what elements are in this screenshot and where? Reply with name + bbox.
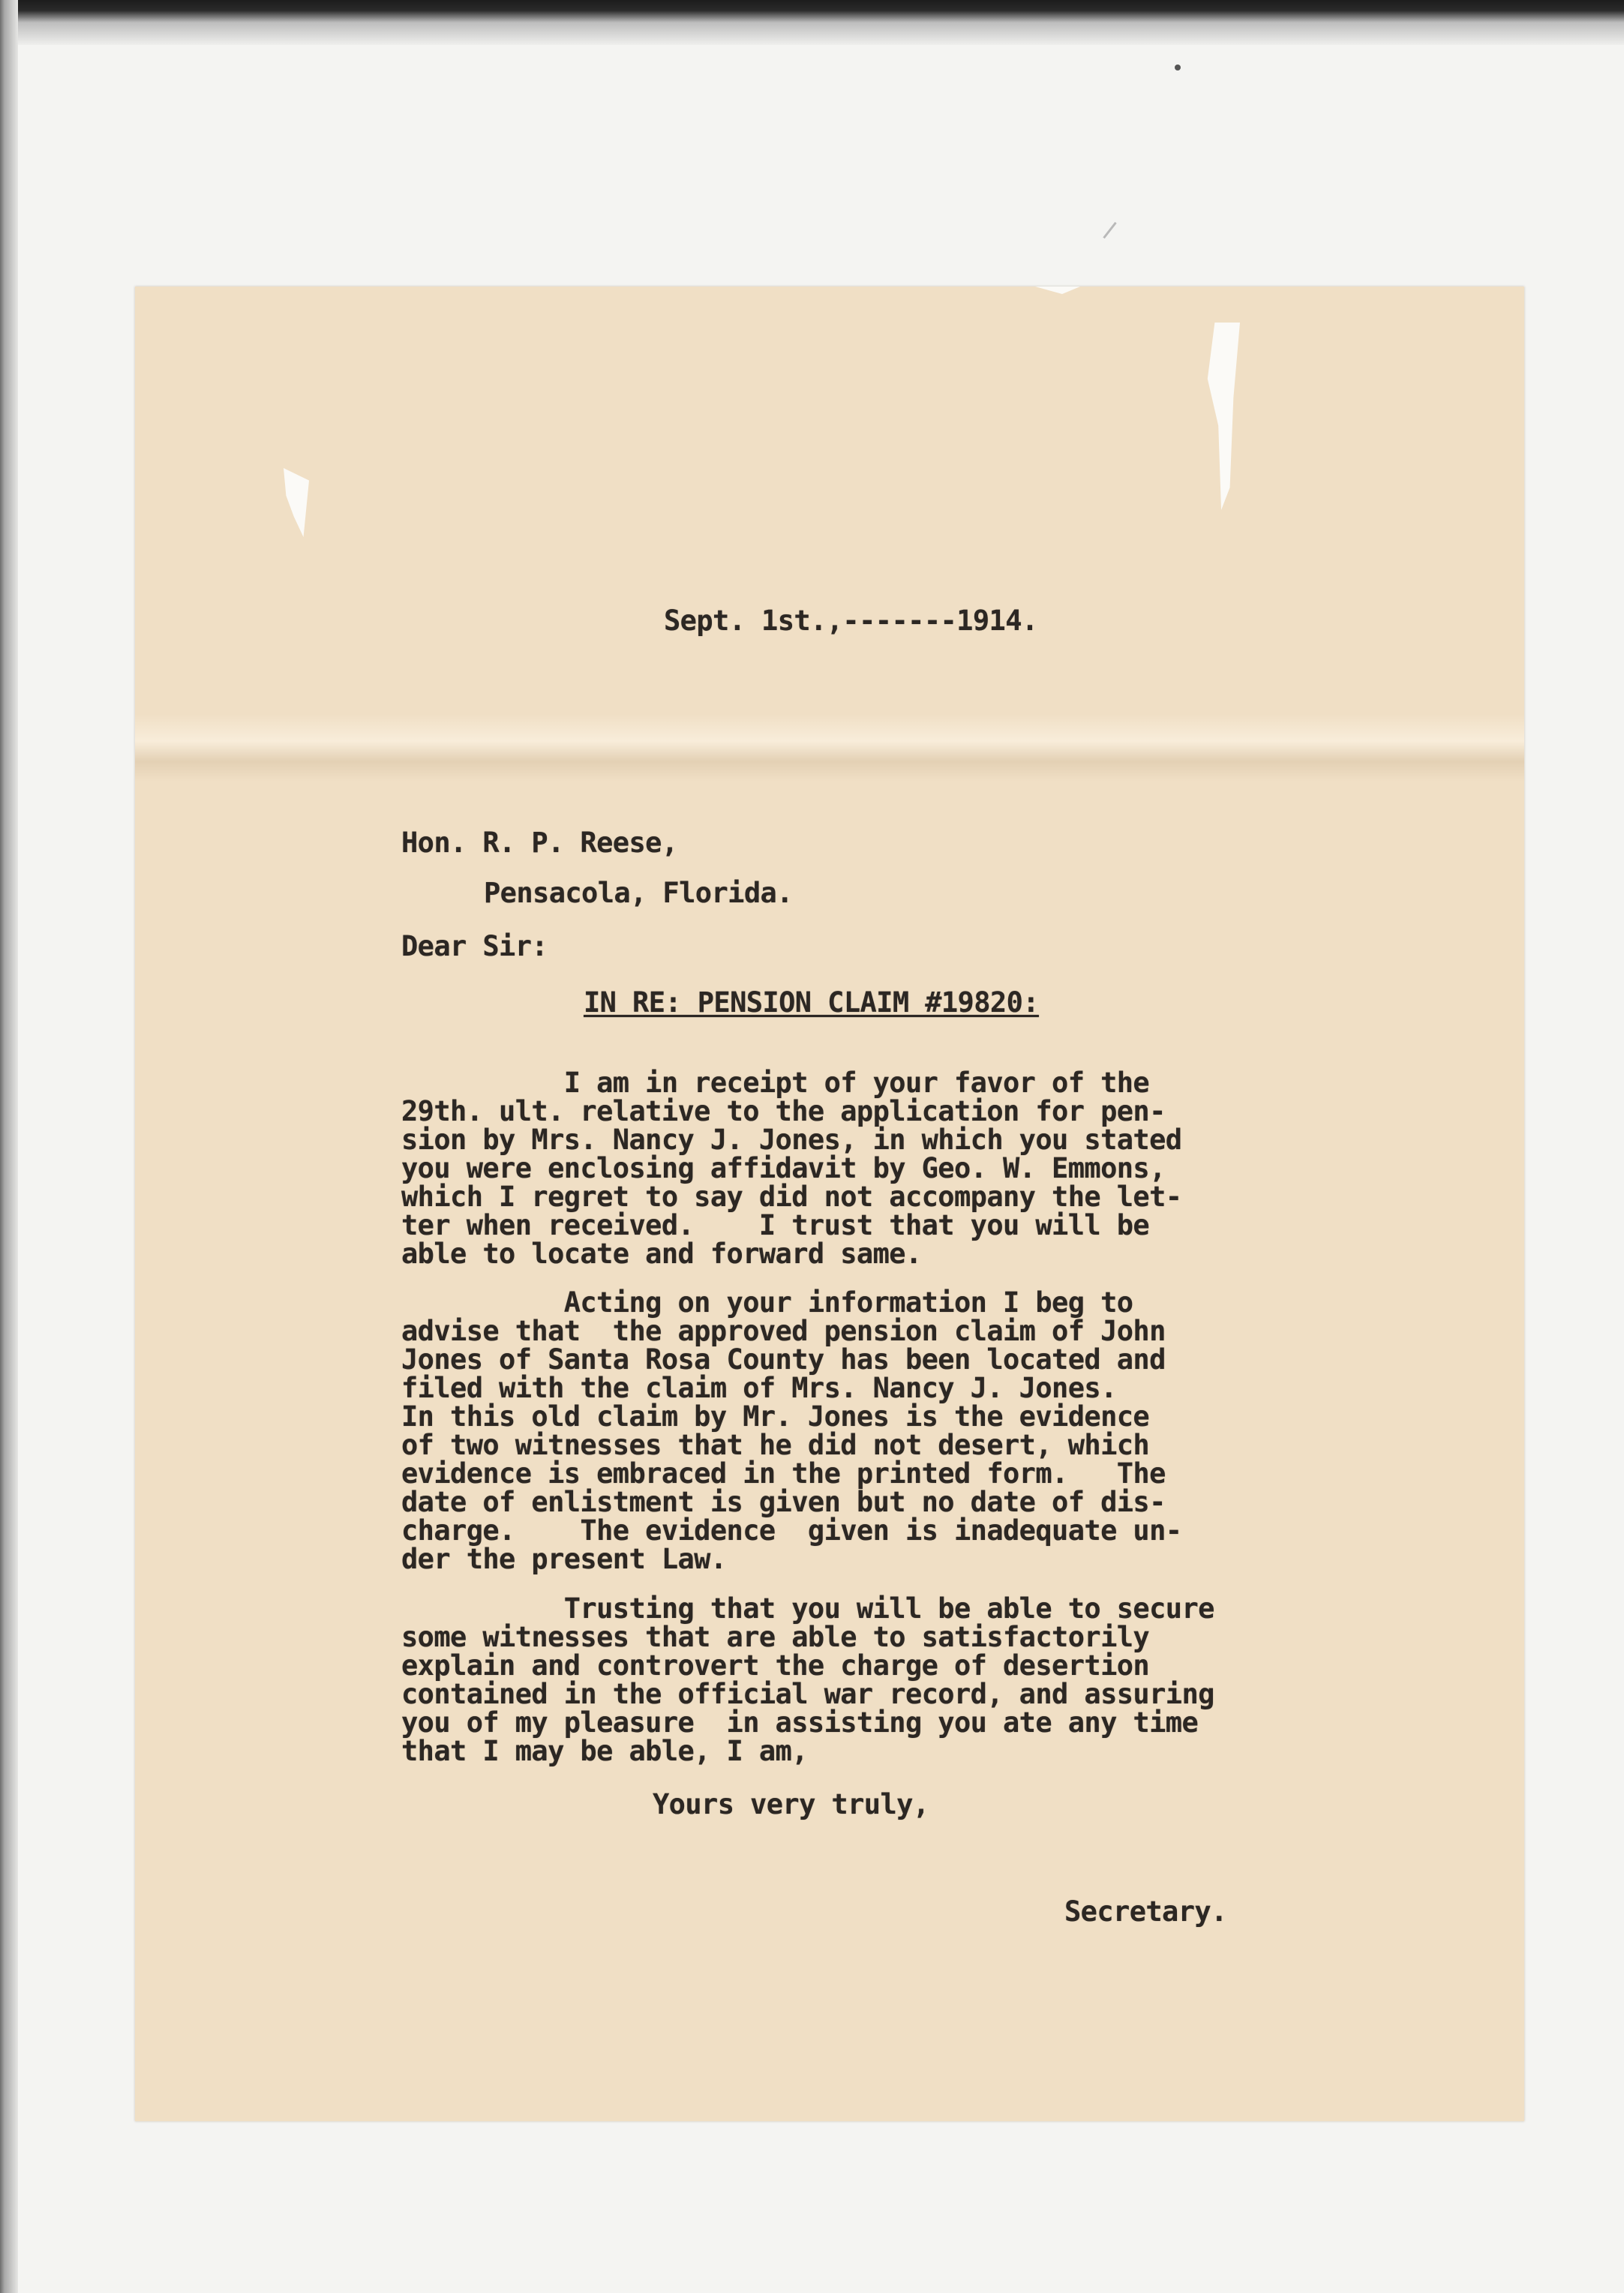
complimentary-close: Yours very truly, [653, 1788, 929, 1820]
subject-line: IN RE: PENSION CLAIM #19820: [584, 986, 1039, 1019]
body-paragraph-2: Acting on your information I beg to advise that the approved pension claim of John Jones of Santa Rosa County has been located and filed with the claim of Mrs. Nancy J. Jones. In this old claim by Mr. Jones is the evidence of two witnesses that he did not desert, which evidence is embraced in the printed form. The date of enlistment is given but no date of dis- charge. The evidence given is inadequate un- der the present Law. [401, 1286, 1182, 1575]
scan-speck [1175, 65, 1181, 71]
paper-tear-top [1035, 287, 1080, 294]
scanner-left-edge [0, 0, 18, 2293]
body-paragraph-3: Trusting that you will be able to secure some witnesses that are able to satisfactorily explain and controvert the charge of desertion contained in the official war record, and assuring you of my pleasure in assisting you ate any time that I may be able, I am, [401, 1592, 1214, 1767]
paper-tear-left [284, 468, 309, 537]
addressee-location: Pensacola, Florida. [484, 877, 793, 909]
paper-tear-right [1204, 323, 1240, 510]
scanner-top-edge [0, 0, 1624, 45]
paper-fold-line [135, 714, 1524, 782]
signature-title: Secretary. [1064, 1895, 1227, 1928]
salutation: Dear Sir: [401, 930, 548, 962]
body-paragraph-1: I am in receipt of your favor of the 29th. ult. relative to the application for pen- sion by Mrs. Nancy J. Jones, in which you stated you were enclosing affidavit by Geo. W. Emmons, which I regret to say did not accompany the let- ter when received. I trust that you will be able to locate and forward same. [401, 1067, 1182, 1270]
scan-pen-mark [1103, 222, 1116, 239]
addressee-name: Hon. R. P. Reese, [401, 827, 678, 859]
letter-date: Sept. 1st.,-------1914. [664, 605, 1038, 637]
